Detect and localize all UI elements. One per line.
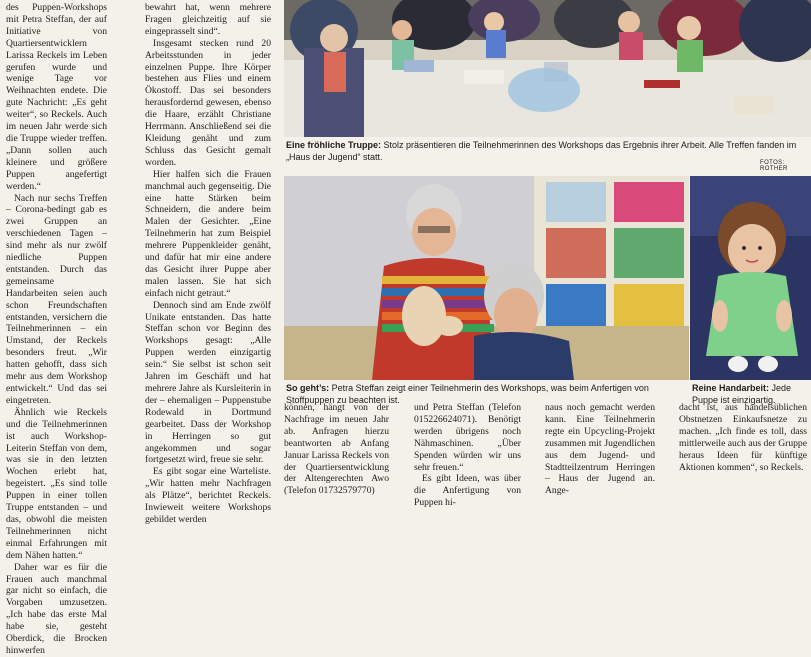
article-paragraph: naus noch gemacht werden kann. Eine Teilnehmerin regte ein Upcycling-Projekt zusammen mit Jugendlichen aus dem Jugend- und Stadtteilzentrum Herringen – Haus der Jugend an. Ange- bbox=[545, 402, 655, 497]
top-photo-caption bbox=[286, 140, 806, 163]
article-paragraph: bewahrt hat, wenn mehrere Fragen gleichzeitig auf sie eingeprasselt sind“. bbox=[145, 2, 271, 37]
article-paragraph: und Petra Steffan (Telefon 015226624071). Benötigt werden übrigens noch Nähmaschinen. „Über Spenden würden wir uns sehr freuen.“ bbox=[414, 402, 521, 473]
doll-photo bbox=[690, 176, 811, 380]
article-paragraph: Es gibt Ideen, was über die Anfertigung von Puppen hi- bbox=[414, 473, 521, 509]
caption-text: Jede Puppe ist einzigartig. bbox=[692, 383, 792, 405]
caption-text: Stolz präsentieren die Teilnehmerinnen des Workshops das Ergebnis ihrer Arbeit. Alle Treffen fanden im „Haus der Jugend“ statt. bbox=[286, 140, 797, 162]
article-paragraph: können, hängt von der Nachfrage im neuen Jahr ab. Anfragen hierzu beantworten ab Anfang Januar Larissa Reckels von der Quartiersentwicklung der Altengerechten Awo (Telefon 01732579770) bbox=[284, 402, 389, 497]
article-paragraph: Dennoch sind am Ende zwölf Unikate entstanden. Das hatte Steffan schon vor Beginn des Workshops gesagt: „Alle Puppen werden einzigartig sein.“ Sie selbst ist schon seit Jahren im Geschäft und hat mehrere Jahre als Kursleiterin in der – ehemaligen – Puppenstube Rodewald in Dortmund gearbeitet. Dass der Workshop in Herringen so gut angekommen und sogar fortgesetzt wird, freue sie sehr. bbox=[145, 299, 271, 466]
caption-lead: Eine fröhliche Truppe: bbox=[286, 140, 382, 150]
article-paragraph: Hier halfen sich die Frauen manchmal auch gegenseitig. Die eine hatte Stärken beim Schneidern, die andere beim Malen der Gesichter. „Eine Teilnehmerin hat zum Beispiel mehrere Puppenkleider genäht, und dafür hat mir eine andere das Gesicht ihrer Puppe aber malen lassen. Sie hat sich einfach nicht getraut.“ bbox=[145, 168, 271, 299]
article-column-1 bbox=[6, 2, 107, 657]
article-column-2 bbox=[145, 2, 271, 526]
photo-credit: FOTOS: ROTHER bbox=[760, 160, 788, 172]
instruction-photo bbox=[284, 176, 689, 380]
article-column-3 bbox=[284, 402, 389, 497]
article-paragraph: Es gibt sogar eine Warteliste. „Wir hatten mehr Nachfragen als Plätze“, berichtet Reckels. Inwieweit weitere Workshops gebildet werden bbox=[145, 466, 271, 525]
article-column-6 bbox=[679, 402, 807, 473]
article-column-4 bbox=[414, 402, 521, 509]
article-paragraph: Daher war es für die Frauen auch manchmal gar nicht so einfach, die Vorgaben umzusetzen. „Ich habe das erste Mal habe sie, gesteht Oberdick, die Brocken hinwerfen bbox=[6, 561, 107, 656]
caption-lead: So geht’s: bbox=[286, 383, 330, 393]
group-photo bbox=[284, 0, 811, 137]
article-paragraph: Insgesamt stecken rund 20 Arbeitsstunden in jeder einzelnen Puppe. Ihre Körper bestehen aus Flies und einem Ökostoff. Das sei besonders herausfordernd gewesen, ebenso die Haare, erzählt Christiane Herrmann. Anschließend sei die Kleidung genäht und zum Schluss das Gesicht gemalt worden. bbox=[145, 37, 271, 168]
caption-text: Petra Steffan zeigt einer Teilnehmerin des Workshops, was beim Anfertigen von Stoffpuppen zu beachten ist. bbox=[286, 383, 649, 405]
article-column-5 bbox=[545, 402, 655, 497]
article-paragraph: Ähnlich wie Reckels und die Teilnehmerinnen ist auch Workshop-Leiterin Steffan von dem, was sie in den letzten Wochen erlebt hat, begeistert. „Es sind tolle Puppen in einer tollen Truppe entstanden – und das, obwohl die meisten Teilnehmerinnen nicht einmal Erfahrungen mit dem Nähen hatten.“ bbox=[6, 406, 107, 561]
caption-lead: Reine Handarbeit: bbox=[692, 383, 770, 393]
article-paragraph: des Puppen-Workshops mit Petra Steffan, der auf Initiative von Quartiersentwicklern Larissa Reckels im Leben gerufen wurde und wenige Tage vor Weihnachten endete. Die gute Nachricht: „Es geht weiter“, so Reckels. Auch im neuen Jahr werde sich die Truppe wieder treffen. „Dann sollen auch kleinere und größere Puppen angefertigt werden.“ bbox=[6, 2, 107, 192]
article-paragraph: dacht ist, aus handelsüblichen Obstnetzen Einkaufsnetze zu machen. „Ich finde es toll, dass mittlerweile auch aus der Gruppe heraus Ideen für künftige Aktionen kommen“, so Reckels. bbox=[679, 402, 807, 473]
article-paragraph: Nach nur sechs Treffen – Corona-bedingt gab es zwei Gruppen an verschiedenen Tagen – sind mehr als nur zwölf niedliche Puppen entstanden. Durch das gemeinsame Handarbeiten seien auch schon Freundschaften entstanden, versichern die Teilnehmerinnen – ein Umstand, der Reckels besonders freut. „Wir hatten gehofft, dass sich mehr aus dem Workshop entwickelt.“ Und das sei eingetreten. bbox=[6, 192, 107, 406]
